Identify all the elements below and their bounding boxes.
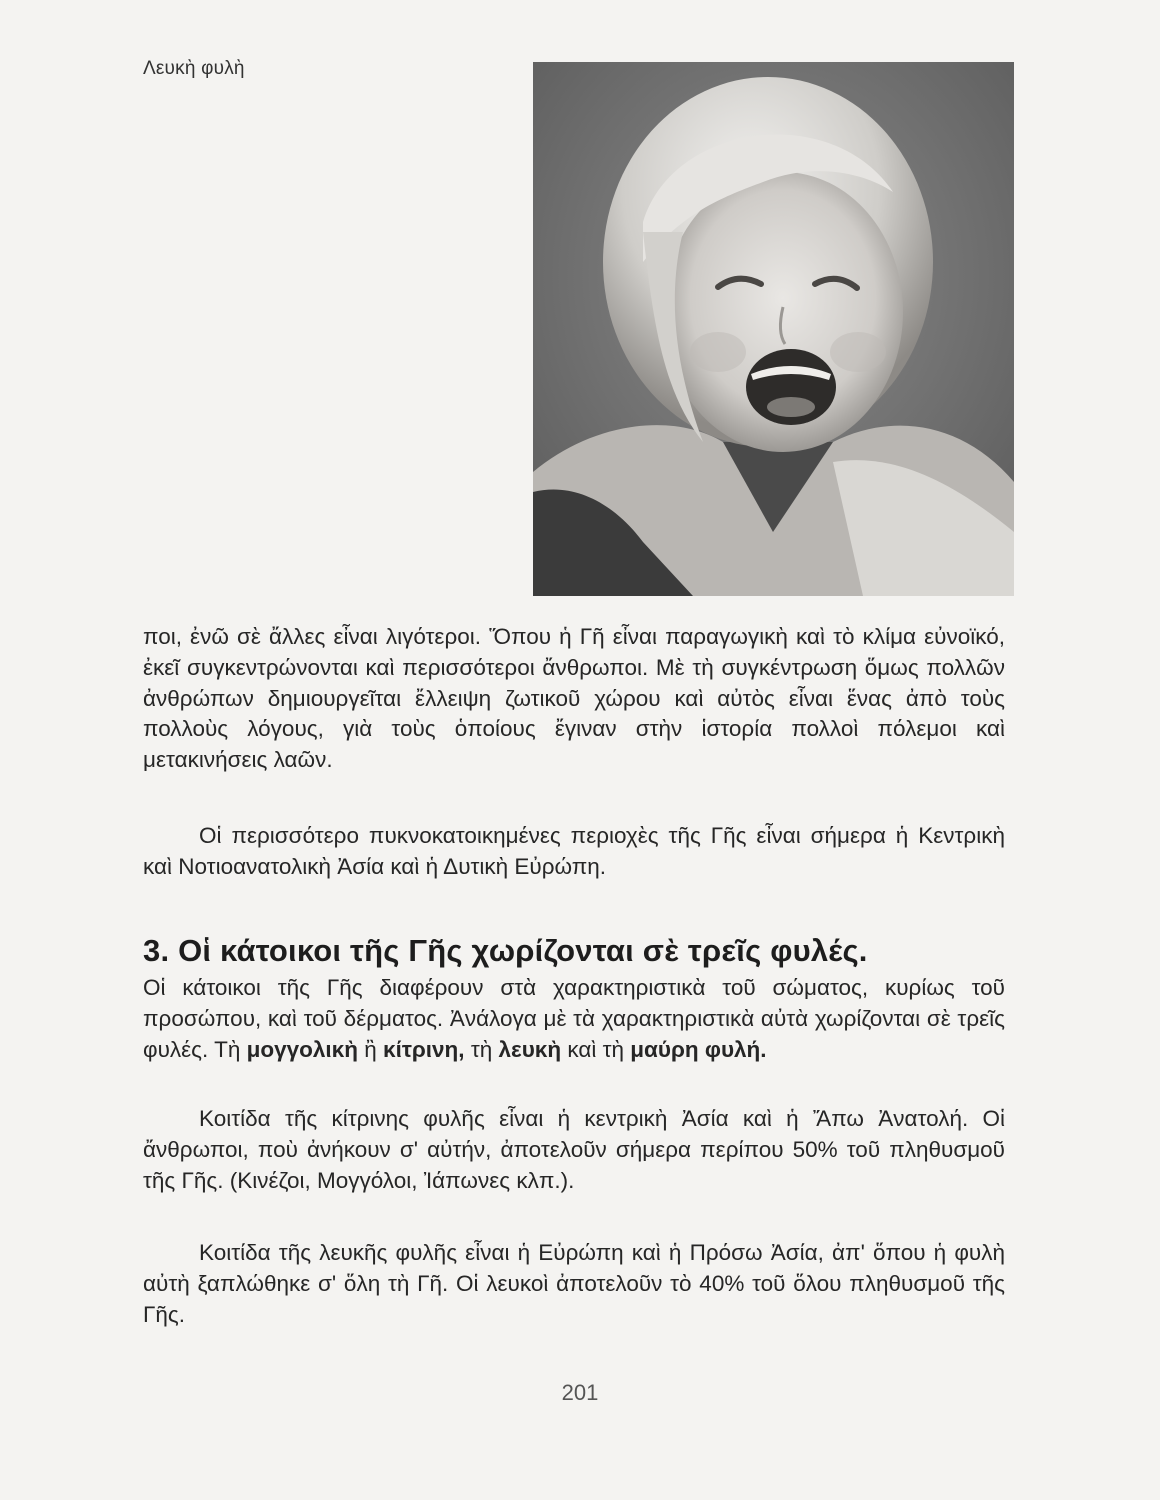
bold-term-yellow: κίτρινη, [383, 1036, 465, 1062]
section-heading-races: 3. Οἱ κάτοικοι τῆς Γῆς χωρίζονται σὲ τρεῖς φυλές. [143, 933, 868, 968]
bold-term-white: λευκὴ [498, 1036, 562, 1062]
paragraph-white-race: Κοιτίδα τῆς λευκῆς φυλῆς εἶναι ἡ Εὐρώπη καὶ ἡ Πρόσω Ἀσία, ἀπ' ὅπου ἡ φυλὴ αὐτὴ ξαπλώθηκε σ' ὅλη τὴ Γῆ. Οἱ λευκοὶ ἀποτελοῦν τὸ 40% τοῦ ὅλου πληθυσμοῦ τῆς Γῆς. [143, 1240, 1005, 1327]
bold-term-black: μαύρη φυλή. [630, 1036, 767, 1062]
page-caption: Λευκὴ φυλὴ [143, 58, 245, 79]
paragraph-dense-regions: Οἱ περισσότερο πυκνοκατοικημένες περιοχὲς τῆς Γῆς εἶναι σήμερα ἡ Κεντρικὴ καὶ Νοτιοανατολικὴ Ἀσία καὶ ἡ Δυτικὴ Εὐρώπη. [143, 823, 1005, 879]
page-number: 201 [561, 1380, 599, 1405]
bold-term-mongolian: μογγολικὴ [246, 1036, 358, 1062]
paragraph-population-distribution: ποι, ἐνῶ σὲ ἄλλες εἶναι λιγότεροι. Ὅπου ἡ Γῆ εἶναι παραγωγικὴ καὶ τὸ κλίμα εὐνοϊκό, ἐκεῖ συγκεντρώνονται καὶ περισσότεροι ἄνθρωποι. Μὲ τὴ συγκέντρωση ὅμως πολλῶν ἀνθρώπων δημιουργεῖται ἔλλειψη ζωτικοῦ χώρου καὶ αὐτὸς εἶναι ἕνας ἀπὸ τοὺς πολλοὺς λόγους, γιὰ τοὺς ὁποίους ἔγιναν στὴν ἱστορία πολλοὶ πόλεμοι καὶ μετακινήσεις λαῶν. [143, 624, 1005, 773]
paragraph-yellow-race: Κοιτίδα τῆς κίτρινης φυλῆς εἶναι ἡ κεντρικὴ Ἀσία καὶ ἡ Ἄπω Ἀνατολή. Οἱ ἄνθρωποι, ποὺ ἀνήκουν σ' αὐτήν, ἀποτελοῦν σήμερα περίπου 50% τοῦ πληθυσμοῦ τῆς Γῆς. (Κινέζοι, Μογγόλοι, Ἰάπωνες κλπ.). [143, 1106, 1005, 1193]
paragraph-three-races [143, 973, 1005, 1065]
text-fragment: τὴ [470, 1036, 493, 1062]
text-fragment: ἢ [364, 1036, 377, 1062]
text-fragment: καὶ τὴ [567, 1036, 624, 1062]
text-fragment: Οἱ κάτοικοι τῆς Γῆς διαφέρουν στὰ χαρακτηριστικὰ τοῦ σώματος, κυρίως τοῦ προσώπου, καὶ τοῦ δέρματος. Ἀνάλογα μὲ τὰ χαρακτηριστικὰ αὐτὰ χωρίζονται σὲ τρεῖς φυλές. Τὴ [143, 975, 1005, 1062]
photo-image [533, 62, 1014, 596]
child-portrait-photo [533, 62, 1014, 596]
